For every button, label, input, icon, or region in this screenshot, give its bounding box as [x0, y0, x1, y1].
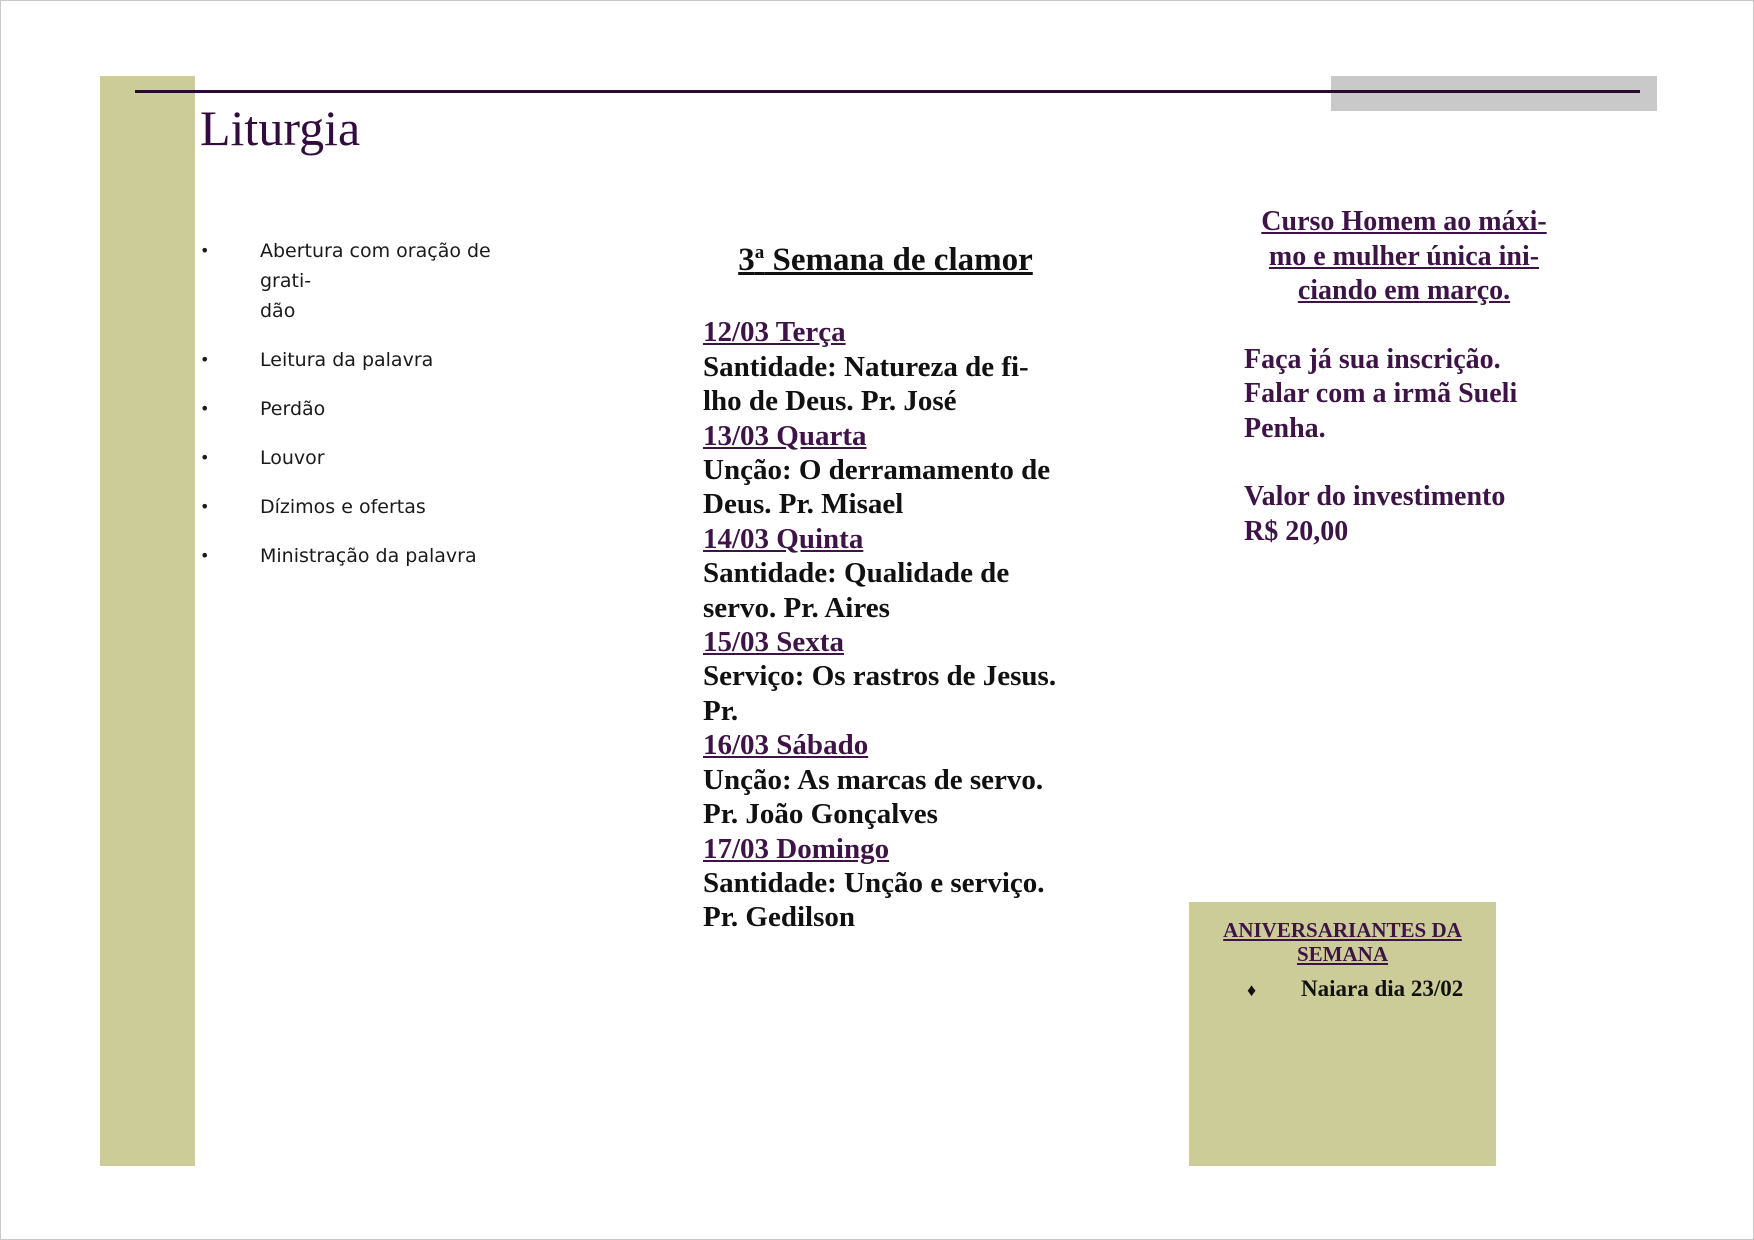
header-rule: [135, 90, 1640, 93]
list-item: • Dízimos e ofertas: [200, 492, 540, 522]
course-title: Curso Homem ao máxi- mo e mulher única ini- ciando em março.: [1261, 206, 1547, 306]
page-title: Liturgia: [200, 100, 361, 156]
day-entry: [703, 419, 1083, 522]
bullet-icon: •: [200, 448, 210, 467]
course-price-text: Valor do investimento R$ 20,00: [1244, 481, 1506, 547]
day-description: Santidade: Unção e serviço.: [703, 866, 1045, 899]
day-description: Serviço: Os rastros de Jesus.: [703, 660, 1057, 693]
list-item: • Louvor: [200, 443, 540, 473]
course-signup-text: Faça já sua inscrição. Falar com a irmã Sueli Penha.: [1244, 343, 1518, 444]
day-description: Pr. João Gonçalves: [703, 798, 938, 831]
day-description: Deus. Pr. Misael: [703, 488, 904, 521]
liturgy-list: [200, 236, 540, 590]
header-grey-block: [1331, 76, 1657, 111]
list-item: • Abertura com oração de grati- dão: [200, 236, 540, 326]
list-item: • Ministração da palavra: [200, 541, 540, 571]
bullet-icon: •: [200, 350, 210, 369]
list-item: • Perdão: [200, 394, 540, 424]
day-label: 13/03 Quarta: [703, 419, 867, 452]
day-entry: [703, 832, 1083, 935]
bullet-icon: •: [200, 399, 210, 418]
day-entry: [703, 522, 1083, 625]
day-description: Unção: O derramamento de: [703, 454, 1051, 487]
day-label: 16/03 Sábado: [703, 729, 869, 762]
day-label: 15/03 Sexta: [703, 626, 844, 659]
birthdays-title: ANIVERSARIANTES DA SEMANA: [1223, 918, 1462, 966]
day-description: lho de Deus. Pr. José: [703, 385, 957, 418]
bullet-icon: •: [200, 497, 210, 516]
left-accent-bar: [100, 76, 195, 1166]
day-label: 17/03 Domingo: [703, 832, 890, 865]
course-section: [1244, 205, 1564, 583]
prayer-week-section: [703, 236, 1083, 935]
day-description: Pr.: [703, 694, 739, 727]
day-description: servo. Pr. Aires: [703, 591, 890, 624]
day-entry: [703, 728, 1083, 831]
birthdays-box: [1189, 902, 1496, 1166]
bullet-icon: •: [200, 241, 210, 260]
day-entry: [703, 315, 1083, 418]
day-description: Santidade: Natureza de fi-: [703, 350, 1029, 383]
day-description: Pr. Gedilson: [703, 901, 856, 934]
day-label: 12/03 Terça: [703, 316, 846, 349]
prayer-week-heading: 3$^a$ Semana de clamor: [738, 242, 1033, 278]
day-description: Unção: As marcas de servo.: [703, 763, 1044, 796]
day-entry: [703, 625, 1083, 728]
list-item: • Leitura da palavra: [200, 345, 540, 375]
diamond-bullet-icon: ♦: [1247, 980, 1257, 1000]
day-label: 14/03 Quinta: [703, 522, 864, 555]
list-item: ♦ Naiara dia 23/02: [1247, 976, 1464, 1001]
day-description: Santidade: Qualidade de: [703, 557, 1010, 590]
bullet-icon: •: [200, 546, 210, 565]
